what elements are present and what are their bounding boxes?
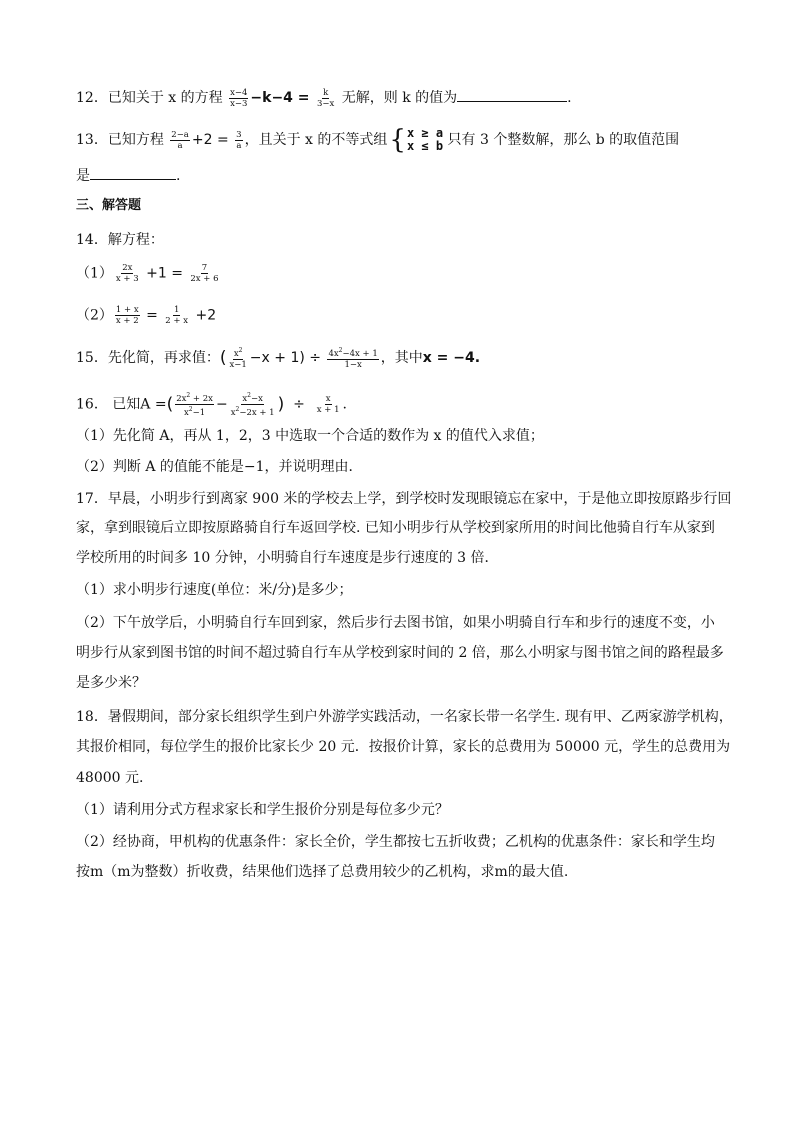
q12-lead: 12．已知关于 x 的方程 [76,90,223,106]
question-18-line-3: 48000 元. [76,770,144,786]
question-13 [76,127,679,153]
q12-middle: −k−4 = [250,90,310,106]
q13-fraction-2: $\frac{3}{a}$ [236,129,242,151]
question-14-title: 14．解方程： [76,232,164,248]
question-18-part-1: （1）请利用分式方程求家长和学生报价分别是每位多少元？ [76,802,449,818]
q14-p2-fraction-2: $\frac{1}{2 + x}$ [165,305,189,326]
q16-fraction-1: $\frac{2x^2 + 2x}{x^2-1}$ [176,392,213,418]
q16-fraction-3: $\frac{x}{x + 1}$ [316,393,340,415]
question-16: 16． 已知A =( $\frac{2x^2 + 2x}{x^2-1}$ − $\frac{x^2-x}{x^2-2x + 1}$ ) ÷ $\frac{x}{x + 1}$ . [76,392,347,418]
question-18-part-2-line-1: （2）经协商，甲机构的优惠条件：家长全价，学生都按七五折收费；乙机构的优惠条件：家长和学生均 [76,834,715,850]
q13-answer-blank[interactable] [90,165,176,180]
question-17-part-1: （1）求小明步行速度(单位：米/分)是多少； [76,582,353,598]
q12-fraction-2: $\frac{k}{3-x}$ [316,87,335,109]
q13-fraction-1: $\frac{2-a}{a}$ [171,129,189,151]
q13-lead: 13．已知方程 [76,132,164,148]
question-16-part-1: （1）先化简 A，再从 1，2，3 中选取一个合适的数作为 x 的值代入求值； [76,428,544,444]
q14-p1-fraction-1: $\frac{2x}{x + 3}$ [115,263,139,284]
q14-p1-fraction-2: $\frac{7}{2x + 6}$ [190,263,219,284]
q13-middle: +2 = [191,132,229,148]
question-18-line-1: 18．暑假期间，部分家长组织学生到户外游学实践活动，一名家长带一名学生. 现有甲、乙两家游学机构， [76,709,733,725]
question-17-part-2-line-2: 明步行从家到图书馆的时间不超过骑自行车从学校到家时间的 2 倍，那么小明家与图书馆之间的路程最多 [76,645,724,661]
question-14-part-1: （1） $\frac{2x}{x + 3}$ +1 = $\frac{7}{2x + 6}$ [76,263,219,284]
q12-answer-blank[interactable] [457,87,567,102]
question-17-part-2-line-1: （2）下午放学后，小明骑自行车回到家，然后步行去图书馆，如果小明骑自行车和步行的速度不变，小 [76,615,715,631]
question-18-line-2: 其报价相同，每位学生的报价比家长少 20 元．按报价计算，家长的总费用为 50000 元，学生的总费用为 [76,739,731,755]
brace-icon: { [389,125,406,155]
q15-value: x = −4. [422,349,481,366]
section-heading: 三、解答题 [76,198,142,213]
q14-p2-fraction-1: $\frac{1 + x}{x + 2}$ [115,305,139,326]
question-14-part-2: （2） $\frac{1 + x}{x + 2}$ = $\frac{1}{2 + x}$ +2 [76,305,217,326]
question-17-line-1: 17．早晨，小明步行到离家 900 米的学校去上学，到学校时发现眼镜忘在家中，于是他立即按原路步行回 [76,491,732,507]
q16-fraction-2: $\frac{x^2-x}{x^2-2x + 1}$ [230,392,275,418]
question-18-part-2-line-2: 按m（m为整数）折收费，结果他们选择了总费用较少的乙机构，求m的最大值. [76,864,569,880]
question-16-part-2: （2）判断 A 的值能不能是−1，并说明理由． [76,459,363,475]
question-17-line-3: 学校所用的时间多 10 分钟，小明骑自行车速度是步行速度的 3 倍． [76,550,499,566]
q15-fraction-2: $\frac{4x^2-4x + 1}{1-x}$ [328,347,378,370]
question-12: 12．已知关于 x 的方程 $\frac{x-4}{x-3}$ −k−4 = $\frac{k}{3-x}$ 无解，则 k 的值为 . [76,87,572,109]
q12-tail: 无解，则 k 的值为 [341,90,458,106]
question-15: 15．先化简，再求值：( $\frac{x^2}{x-1}$ −x + 1) ÷ $\frac{4x^2-4x + 1}{1-x}$ ，其中x = −4. [76,347,481,370]
question-17-part-2-line-3: 是多少米？ [76,675,146,691]
q15-fraction-1: $\frac{x^2}{x-1}$ [229,347,247,370]
question-13-line-2: 是 . [76,165,180,186]
question-17-line-2: 家，拿到眼镜后立即按原路骑自行车返回学校. 已知小明步行从学校到家所用的时间比他骑自行车从家到 [76,520,715,536]
q13-text2: ，且关于 x 的不等式组 [244,132,388,148]
q13-tail: 只有 3 个整数解，那么 b 的取值范围 [447,132,680,148]
q13-inequality-system: x ≥ a x ≤ b [406,126,444,153]
q12-fraction-1: $\frac{x-4}{x-3}$ [230,87,248,109]
